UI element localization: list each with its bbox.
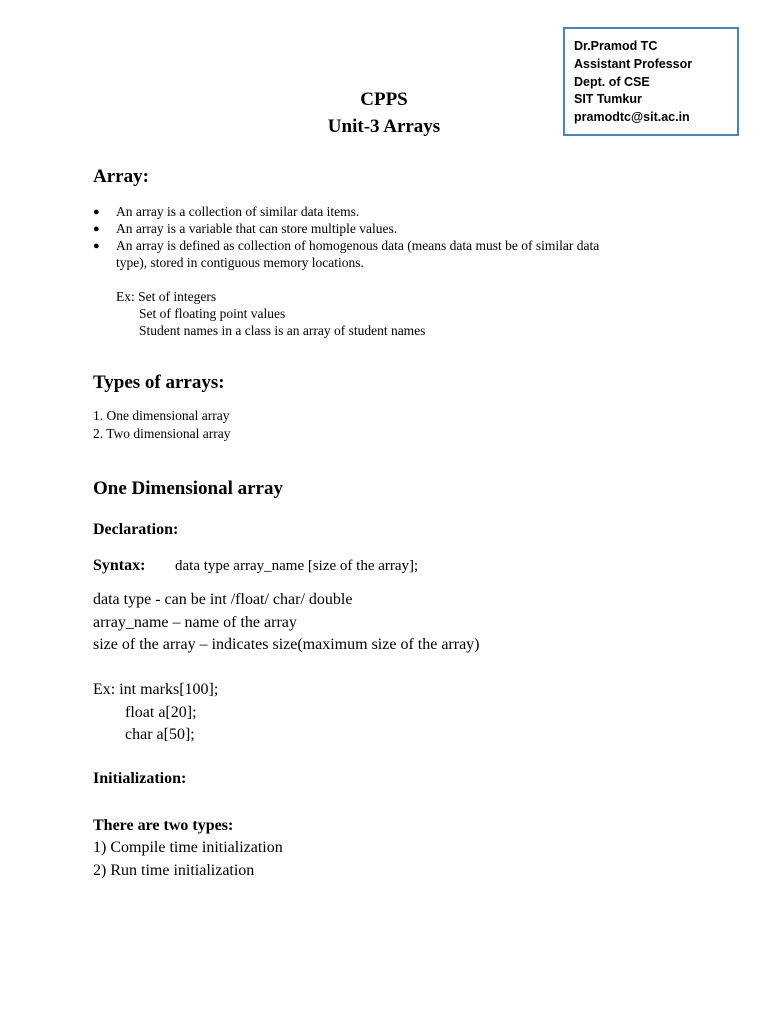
array-bullet-2: An array is a variable that can store multiple values.	[116, 221, 398, 236]
array-example-2: Set of floating point values	[139, 306, 286, 321]
decl-example-3: char a[50];	[125, 726, 195, 743]
types-heading: Types of arrays:	[93, 372, 225, 393]
bullet-dot: ●	[93, 223, 100, 235]
author-email: pramodtc@sit.ac.in	[574, 110, 690, 125]
array-bullet-1: An array is a collection of similar data items.	[116, 204, 360, 219]
syntax-text: data type array_name [size of the array];	[175, 558, 419, 574]
def-line-2: array_name – name of the array	[93, 614, 297, 631]
array-example-3: Student names in a class is an array of student names	[139, 323, 426, 338]
types-item-2: 2. Two dimensional array	[93, 426, 231, 441]
initialization-heading: Initialization:	[93, 770, 187, 787]
author-institute: SIT Tumkur	[574, 92, 642, 107]
author-name: Dr.Pramod TC	[574, 39, 658, 53]
array-bullet-3-cont: type), stored in contiguous memory locations.	[116, 255, 364, 270]
def-line-1: data type - can be int /float/ char/ double	[93, 591, 353, 608]
types-item-1: 1. One dimensional array	[93, 408, 230, 423]
decl-example-1: Ex: int marks[100];	[93, 681, 219, 698]
init-item-2: 2) Run time initialization	[93, 862, 255, 879]
array-bullet-3: An array is defined as collection of homogenous data (means data must be of similar data	[116, 238, 600, 253]
bullet-dot: ●	[93, 240, 100, 252]
one-dim-heading: One Dimensional array	[93, 478, 283, 499]
array-heading: Array:	[93, 166, 149, 187]
syntax-label: Syntax:	[93, 557, 146, 574]
author-role: Assistant Professor	[574, 56, 693, 71]
author-dept: Dept. of CSE	[574, 74, 650, 89]
bullet-dot: ●	[93, 206, 100, 218]
init-types-heading: There are two types:	[93, 817, 234, 834]
unit-title: Unit-3 Arrays	[327, 116, 441, 137]
def-line-3: size of the array – indicates size(maximum size of the array)	[93, 636, 480, 653]
array-example-1: Ex: Set of integers	[116, 289, 217, 304]
decl-example-2: float a[20];	[125, 704, 197, 721]
init-item-1: 1) Compile time initialization	[93, 839, 283, 856]
declaration-heading: Declaration:	[93, 521, 179, 538]
course-title: CPPS	[360, 89, 408, 110]
author-box	[563, 27, 739, 136]
